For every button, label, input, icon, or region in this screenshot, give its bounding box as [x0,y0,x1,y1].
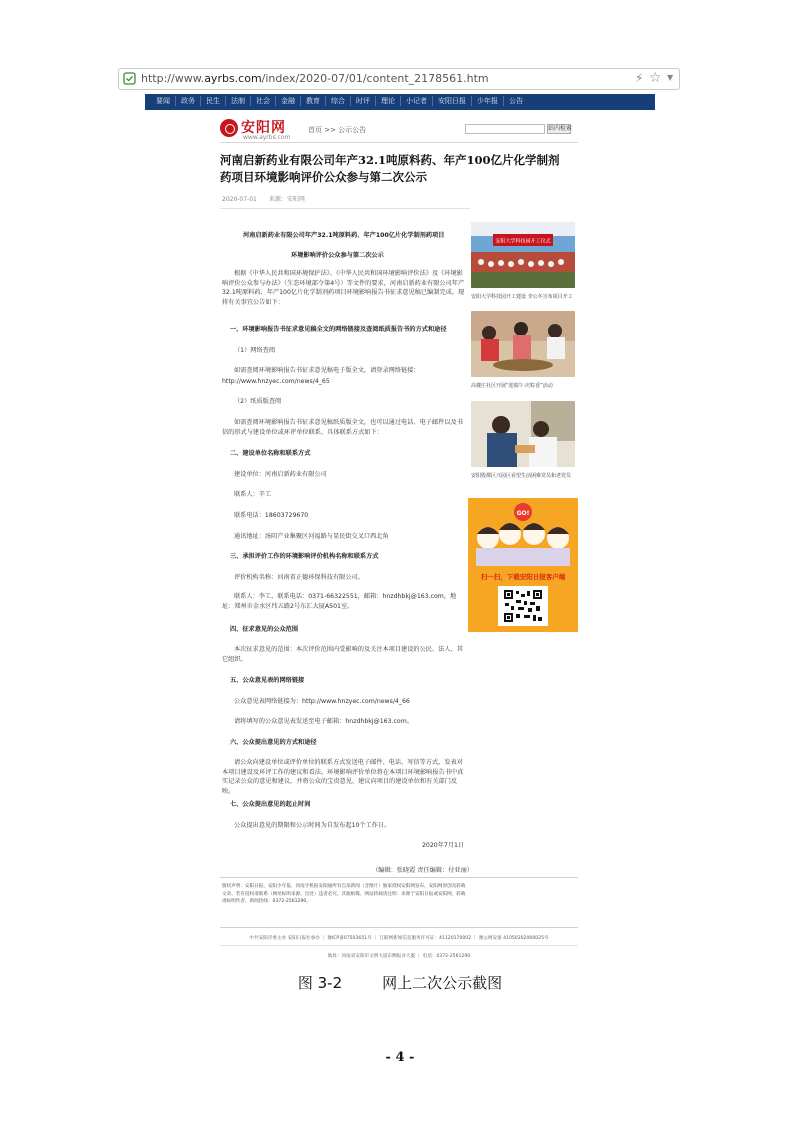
chevron-down-icon[interactable]: ▼ [667,73,674,82]
intro-paragraph: 根据《中华人民共和国环境保护法》、《中华人民共和国环境影响评价法》及《环境影响评价公众参与办法》（生态环境部令第4号）等文件的要求，河南启新药业有限公司年产32.1吨原料药、年产100亿片化学制剂药项目环境影响报告书征求意见稿已编制完成。现将有关事宜公告如下： [222,270,465,306]
url-domain: ayrbs.com [204,72,262,85]
section-3-heading: 三、承担评价工作的环境影响评价机构名称和联系方式 [230,553,379,560]
section-2-heading: 二、建设单位名称和联系方式 [230,450,311,457]
section-1a-link[interactable]: http://www.hnzyec.com/news/4_65 [222,378,330,385]
section-2-unit: 建设单位：河南启新药业有限公司 [234,471,327,478]
site-search-input[interactable] [465,124,545,134]
ad-badge-text: GO! [516,510,530,517]
editor-divider [220,877,578,878]
ceremony-banner-text: 安阳大学科技园开工仪式 [495,238,551,245]
nav-item[interactable]: 少年报 [472,96,504,106]
article-date: 2020年7月1日 [422,842,465,849]
site-logo-seal-icon[interactable] [220,119,238,137]
copyright-statement: 版权声明：安阳日报、安阳少年报、河南手机报安阳通所有自采新闻（含图片）独家授权安阳网发布，安阳网原创及转载文章，若有侵权请联系（网址标明来源、出处）违者必究。其他纸媒、网站转载请注明：来源于安阳日报或安阳网，转载请标明作者。新闻热线：0372-2561290。 [222,884,466,904]
ad-text: 扫一扫，下载安阳日报客户端 [480,573,566,581]
section-5-heading: 五、公众意见表的网络链接 [230,677,305,684]
qr-code-icon[interactable] [502,588,544,624]
section-6-text: 请公众向建设单位或评价单位的联系方式发送电子邮件、电话、写信等方式，发表对本项目建设及环评工作的建议和看法。环境影响评价单位将在本项目环境影响报告书中真实记录公众的意见和建议，并将公众的宝贵意见、建议向项目的建设单位和有关部门反映。 [222,759,464,795]
security-shield-icon [123,72,136,85]
article-meta: 2020-07-01 来源：安阳网 [222,196,305,203]
site-nav [145,94,655,110]
url-path: /index/2020-07/01/content_2178561.htm [261,72,489,85]
article-heading-2: 环境影响评价公众参与第二次公示 [291,252,384,259]
footer-line-2: 地址：河南省安阳市文明大道东侧报业大厦 ｜ 电话：0372-2561290 [327,954,471,959]
nav-item[interactable]: 民生 [201,96,226,106]
section-2-address: 通讯地址：汤阴产业集聚区河福路与显民街交叉口西北角 [234,533,389,540]
footer-divider-mid [220,945,578,946]
address-bar[interactable] [118,68,680,90]
breadcrumb[interactable]: 首页 >> 公示公告 [308,126,367,134]
nav-item[interactable]: 小记者 [401,96,433,106]
nav-item[interactable]: 时评 [351,96,376,106]
nav-item[interactable]: 安阳日报 [433,96,472,106]
nav-items [151,96,528,106]
sidebar-photo-1[interactable] [471,222,575,288]
site-logo-domain: www.ayrbs.com [243,134,291,141]
figure-label: 图 3-2 [297,974,343,992]
section-5-mail: 请将填写的公众意见表发送至电子邮箱：hnzdhbkj@163.com。 [234,718,413,725]
sidebar-photo-3[interactable] [471,401,575,467]
section-1a-text: 如需查阅环境影响报告书征求意见稿电子版全文，请登录网络链接： [234,367,420,374]
lightning-icon[interactable]: ⚡ [635,71,644,85]
nav-item[interactable]: 法制 [226,96,251,106]
footer-divider-top [220,927,578,928]
section-7-heading: 七、公众提出意见的起止时间 [230,801,311,808]
figure-caption [0,972,800,993]
section-6-heading: 六、公众提出意见的方式和途径 [230,739,317,746]
section-5-link[interactable]: 公众意见表网络链接为：http://www.hnzyec.com/news/4_66 [234,698,410,705]
figure-title: 网上二次公示截图 [382,974,503,992]
nav-item[interactable]: 社会 [251,96,276,106]
bookmark-star-icon[interactable]: ☆ [649,70,662,86]
sidebar-caption-2[interactable]: 高楼庄社区开展“迎端午·庆粽香”活动 [471,383,553,389]
url-prefix: http://www. [141,72,205,85]
url-text [141,72,489,85]
dumpling-activity-image [471,311,575,377]
section-1b-text: 如需查阅环境影响报告书征求意见稿纸质版全文，也可以通过电话、电子邮件以及书信的形式与建设单位或环评单位联系，具体联系方式如下： [222,419,463,436]
sidebar-photo-2[interactable] [471,311,575,377]
section-4-heading: 四、征求意见的公众范围 [230,626,299,633]
section-1a-heading: （1）网络查阅 [234,347,276,354]
sidebar-caption-3[interactable]: 安阳殷都区兴园区看望生活困难党员和老党员 [471,473,572,479]
footer-line-1: 中共安阳市委主办 安阳日报社承办 ｜ 豫ICP备07503651号 ｜ 互联网新闻信息服务许可证：41120170002 ｜ 豫公网安备 41050202000025号 [249,936,549,941]
article-heading-1: 河南启新药业有限公司年产32.1吨原料药、年产100亿片化学制剂药项目 [243,232,445,239]
section-2-contact: 联系人：辛工 [234,491,272,498]
site-logo-text[interactable]: 安阳网 [241,120,286,136]
sidebar-caption-1[interactable]: 安阳大学科技园开工建设 李公冬宣布项目开工 [471,294,573,300]
nav-item[interactable]: 教育 [301,96,326,106]
nav-item[interactable]: 政务 [176,96,201,106]
ceremony-photo-image [471,222,575,288]
page-number: - 4 - [385,1050,415,1065]
section-1-heading: 一、环境影响报告书征求意见稿全文的网络链接及查阅纸质报告书的方式和途径 [230,326,447,333]
nav-item[interactable]: 公告 [509,97,523,105]
nav-item[interactable]: 金融 [276,96,301,106]
nav-item[interactable]: 理论 [376,96,401,106]
app-download-ad[interactable] [468,498,578,632]
article-title: 河南启新药业有限公司年产32.1吨原料药、年产100亿片化学制剂药项目环境影响评价公众参与第二次公示 [220,153,560,184]
meta-divider [220,208,470,209]
section-3-contact: 联系人：李工，联系电话：0371-66322551，邮箱：hnzdhbkj@163.com，地址：郑州市金水区纬五路2号东汇大厦A501室。 [222,593,457,610]
visit-photo-image [471,401,575,467]
section-1b-heading: （2）纸质版查阅 [234,398,282,405]
section-2-phone: 联系电话：18603729670 [234,512,309,519]
section-3-org: 评价机构名称：河南省正德环保科技有限公司。 [234,574,364,581]
section-4-text: 本次征求意见的范围：本次评价范围内受影响的及关注本项目建设的公民、法人、其它组织。 [222,646,463,663]
nav-item[interactable]: 综合 [326,96,351,106]
site-search-button[interactable]: 站内检索 [548,125,573,132]
article-editor: （编辑：张晓霞 责任编辑：付亚丽） [372,867,473,874]
section-7-text: 公众提出意见的期限和公示时间为自发布起10个工作日。 [234,822,391,829]
nav-item[interactable]: 要闻 [151,96,176,106]
header-divider [220,142,578,143]
